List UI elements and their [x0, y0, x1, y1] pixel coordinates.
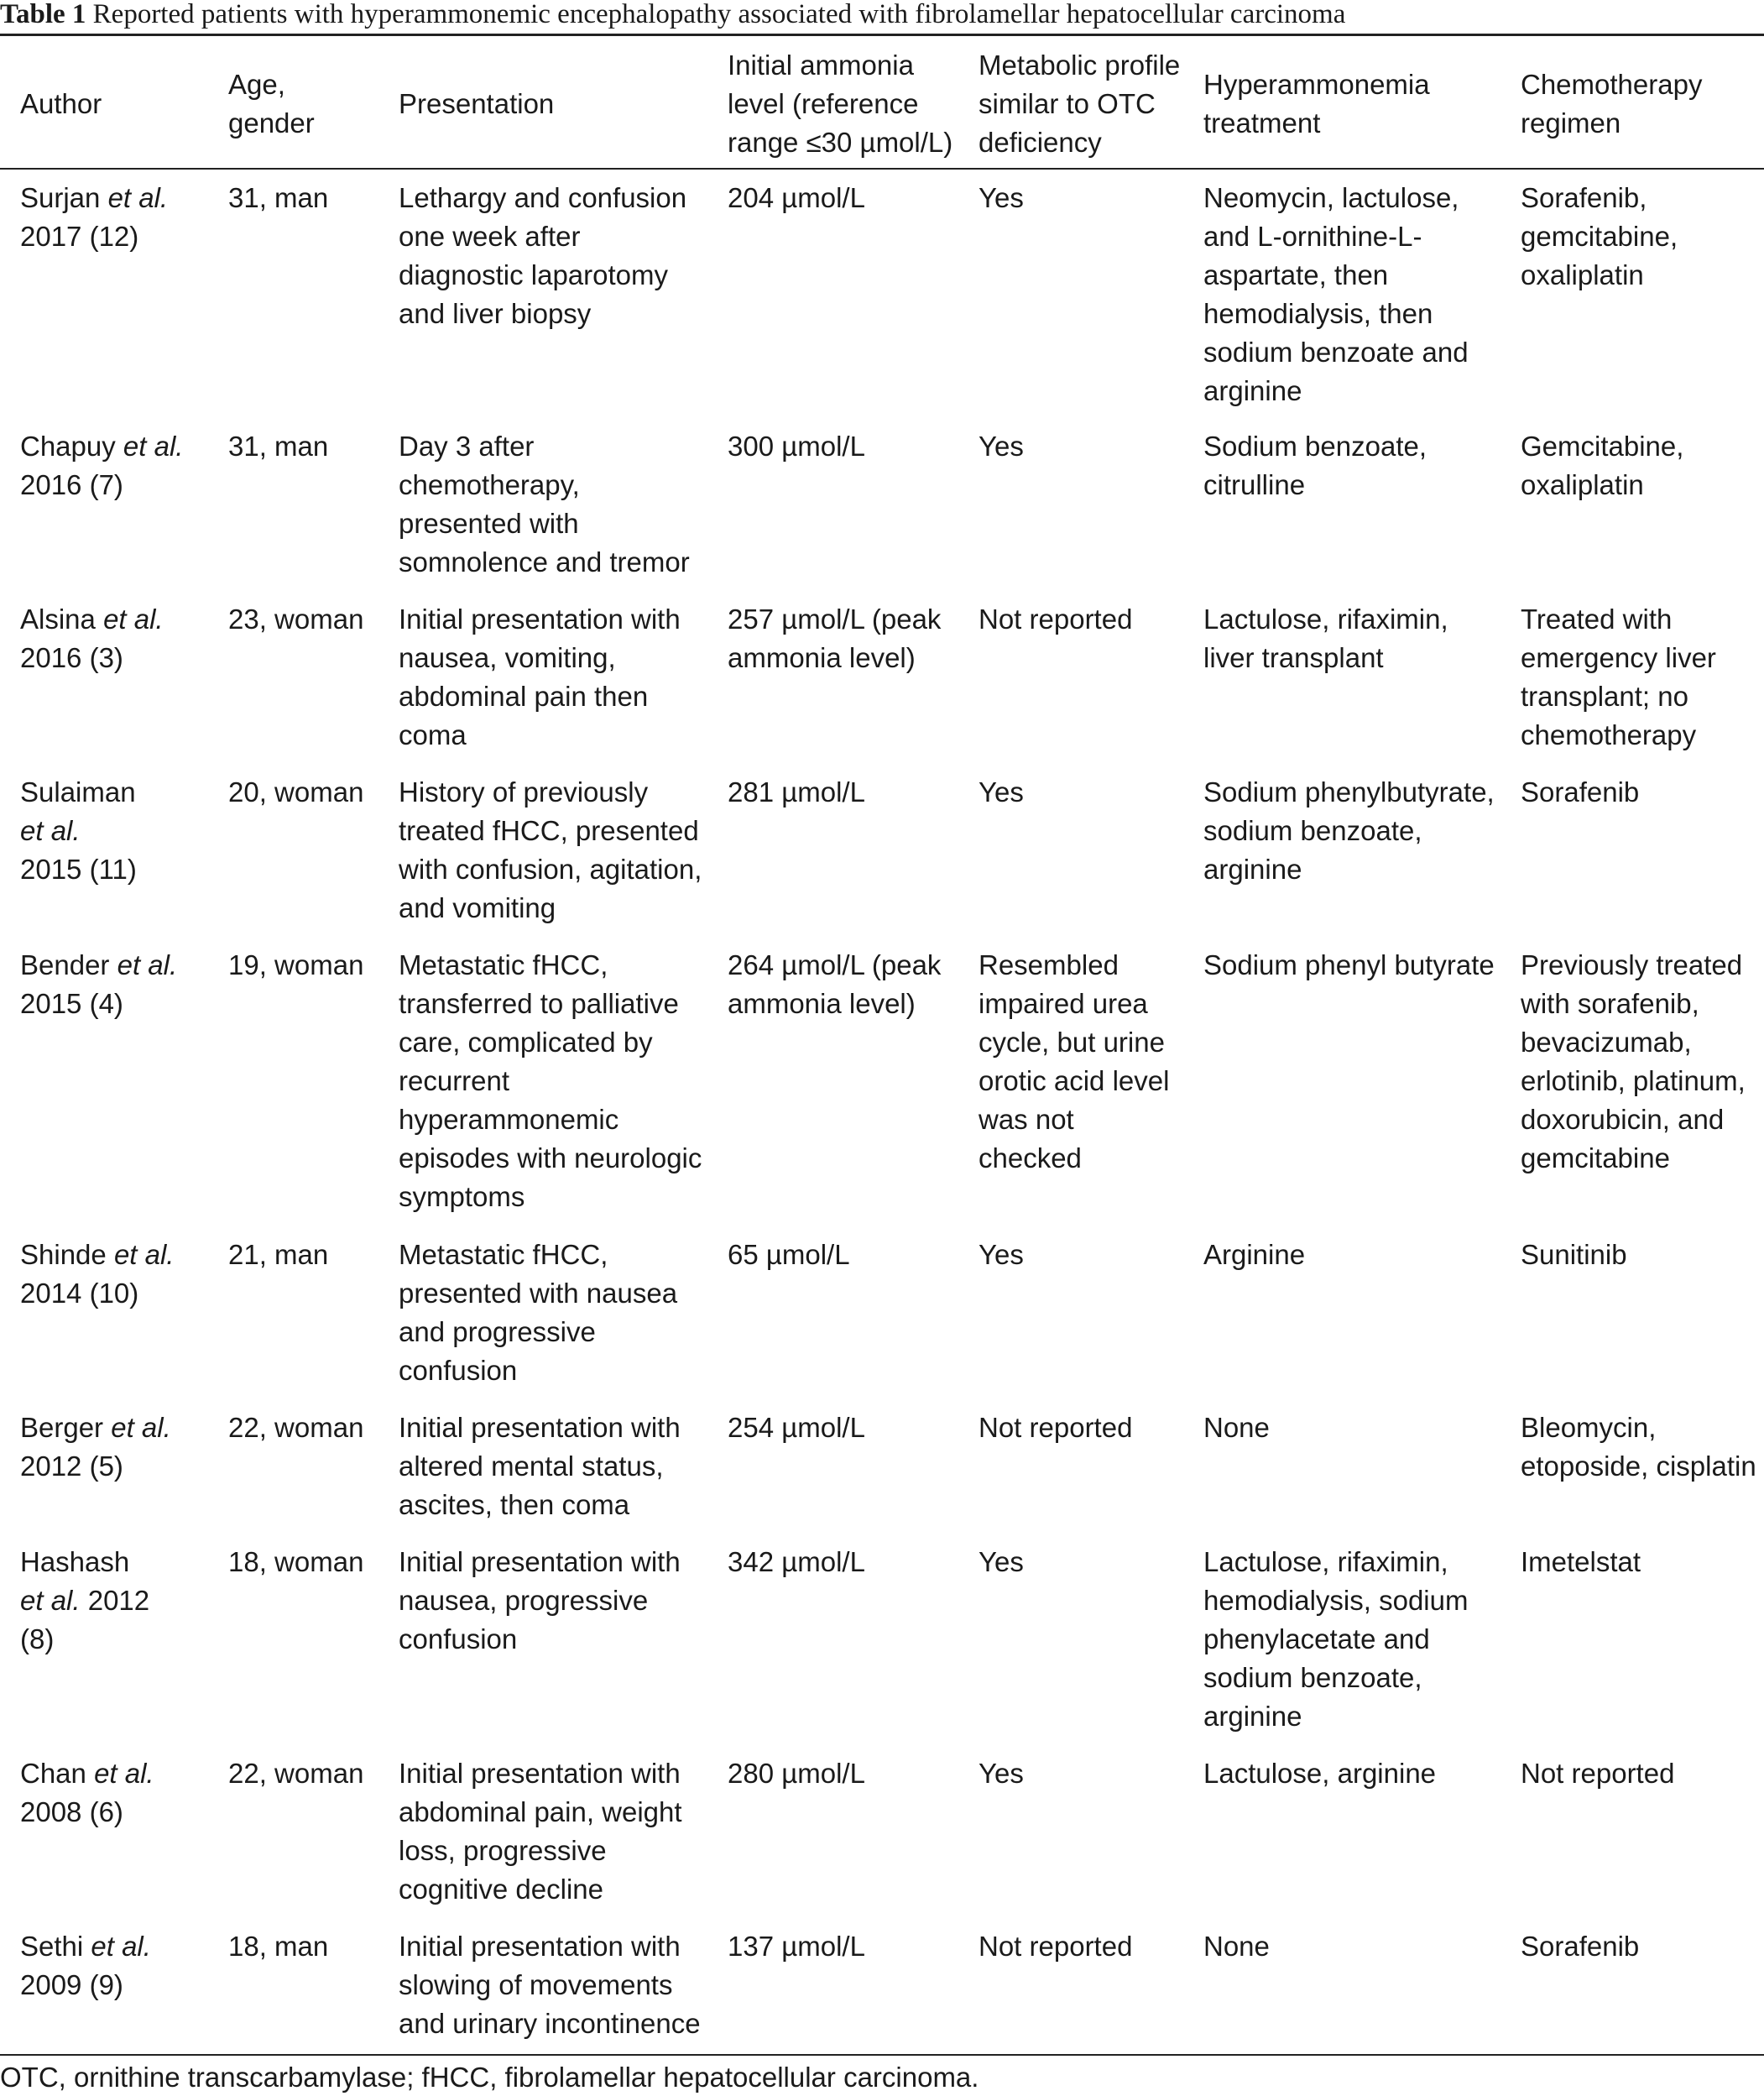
cell-chemotherapy: Sorafenib [1521, 776, 1640, 808]
cell-ammonia: 300 µmol/L [728, 431, 865, 462]
cell-otc-profile: Not reported [979, 1931, 1133, 1962]
cell-presentation: Initial presentation with nausea, vomiting, abdominal pain then coma [399, 604, 681, 750]
cell-ammonia: 280 µmol/L [728, 1758, 865, 1789]
cell-ammonia: 137 µmol/L [728, 1931, 865, 1962]
cell-treatment: Lactulose, rifaximin, hemodialysis, sodium phenylacetate and sodium benzoate, arginine [1203, 1546, 1469, 1732]
header-treatment: Hyperammonemia treatment [1203, 68, 1430, 139]
header-row [0, 36, 1764, 168]
cell-otc-profile: Resembled impaired urea cycle, but urine orotic acid level was not checked [979, 949, 1170, 1173]
cell-otc-profile: Yes [979, 776, 1024, 808]
cell-chemotherapy: Bleomycin, etoposide, cisplatin [1521, 1412, 1756, 1482]
bottom-rule [0, 2054, 1764, 2056]
cell-age-gender: 31, man [228, 431, 329, 462]
cell-age-gender: 22, woman [228, 1758, 364, 1789]
table-row [0, 1918, 1764, 2052]
cell-presentation: Day 3 after chemotherapy, presented with somnolence and tremor [399, 431, 690, 578]
cell-author: Sethi et al. 2009 (9) [20, 1931, 151, 2000]
cell-presentation: Initial presentation with abdominal pain, weight loss, progressive cognitive decline [399, 1758, 682, 1905]
cell-ammonia: 65 µmol/L [728, 1239, 850, 1270]
cell-age-gender: 22, woman [228, 1412, 364, 1443]
cell-presentation: Metastatic fHCC, transferred to palliative care, complicated by recurrent hyperammonemic episodes with neurologic symptoms [399, 949, 702, 1212]
cell-presentation: History of previously treated fHCC, presented with confusion, agitation, and vomiting [399, 776, 702, 923]
cell-treatment: Lactulose, arginine [1203, 1758, 1437, 1789]
cell-treatment: Sodium phenyl butyrate [1203, 949, 1495, 980]
cell-chemotherapy: Sorafenib, gemcitabine, oxaliplatin [1521, 182, 1678, 290]
cell-author: Hashash et al. 2012 (8) [20, 1546, 150, 1654]
table-title: Reported patients with hyperammonemic encephalopathy associated with fibrolamellar hepatocellular carcinoma [92, 0, 1346, 29]
table-row [0, 1226, 1764, 1399]
cell-treatment: Sodium phenylbutyrate, sodium benzoate, arginine [1203, 776, 1495, 885]
cell-otc-profile: Yes [979, 1758, 1024, 1789]
cell-chemotherapy: Sunitinib [1521, 1239, 1627, 1270]
cell-age-gender: 19, woman [228, 949, 364, 980]
cell-treatment: Sodium benzoate, citrulline [1203, 431, 1427, 500]
cell-ammonia: 342 µmol/L [728, 1546, 865, 1577]
cell-presentation: Initial presentation with altered mental status, ascites, then coma [399, 1412, 681, 1520]
cell-otc-profile: Yes [979, 182, 1024, 213]
header-author: Author [20, 87, 102, 119]
table-row [0, 168, 1764, 418]
cell-otc-profile: Yes [979, 1239, 1024, 1270]
cell-otc-profile: Not reported [979, 1412, 1133, 1443]
cell-presentation: Initial presentation with nausea, progressive confusion [399, 1546, 681, 1654]
header-chemotherapy: Chemotherapy regimen [1521, 68, 1703, 139]
cell-treatment: Neomycin, lactulose, and L-ornithine-L-aspartate, then hemodialysis, then sodium benzoate and arginine [1203, 182, 1469, 406]
cell-chemotherapy: Gemcitabine, oxaliplatin [1521, 431, 1684, 500]
cell-author: Shinde et al. 2014 (10) [20, 1239, 175, 1309]
table-footnote: OTC, ornithine transcarbamylase; fHCC, fibrolamellar hepatocellular carcinoma. [0, 2062, 979, 2093]
cell-age-gender: 31, man [228, 182, 329, 213]
cell-author: Chan et al. 2008 (6) [20, 1758, 154, 1827]
cell-author: Sulaiman et al. 2015 (11) [20, 776, 137, 885]
table-row [0, 418, 1764, 591]
cell-otc-profile: Not reported [979, 604, 1133, 635]
cell-ammonia: 257 µmol/L (peak ammonia level) [728, 604, 942, 673]
cell-ammonia: 254 µmol/L [728, 1412, 865, 1443]
cell-treatment: Arginine [1203, 1239, 1306, 1270]
cell-author: Alsina et al. 2016 (3) [20, 604, 164, 673]
cell-chemotherapy: Sorafenib [1521, 1931, 1640, 1962]
cell-chemotherapy: Imetelstat [1521, 1546, 1641, 1577]
cell-age-gender: 21, man [228, 1239, 329, 1270]
cell-ammonia: 281 µmol/L [728, 776, 865, 808]
table-row [0, 937, 1764, 1226]
cell-author: Surjan et al. 2017 (12) [20, 182, 169, 252]
cell-chemotherapy: Previously treated with sorafenib, bevacizumab, erlotinib, platinum, doxorubicin, and gemcitabine [1521, 949, 1746, 1173]
cell-ammonia: 204 µmol/L [728, 182, 865, 213]
cell-chemotherapy: Not reported [1521, 1758, 1675, 1789]
cell-treatment: Lactulose, rifaximin, liver transplant [1203, 604, 1448, 673]
cell-age-gender: 18, woman [228, 1546, 364, 1577]
patients-table [0, 36, 1764, 2052]
table-row [0, 1745, 1764, 1918]
table-caption [0, 0, 1764, 35]
cell-age-gender: 20, woman [228, 776, 364, 808]
cell-chemotherapy: Treated with emergency liver transplant; no chemotherapy [1521, 604, 1716, 750]
table-row [0, 764, 1764, 937]
cell-author: Berger et al. 2012 (5) [20, 1412, 171, 1482]
cell-presentation: Initial presentation with slowing of movements and urinary incontinence [399, 1931, 701, 2039]
header-age-gender: Age, gender [228, 68, 315, 139]
cell-presentation: Lethargy and confusion one week after diagnostic laparotomy and liver biopsy [399, 182, 687, 329]
table-row [0, 1399, 1764, 1534]
table-row [0, 1534, 1764, 1745]
cell-presentation: Metastatic fHCC, presented with nausea and progressive confusion [399, 1239, 678, 1386]
cell-otc-profile: Yes [979, 1546, 1024, 1577]
cell-otc-profile: Yes [979, 431, 1024, 462]
table-row [0, 591, 1764, 764]
cell-author: Bender et al. 2015 (4) [20, 949, 178, 1019]
header-presentation: Presentation [399, 87, 555, 119]
cell-age-gender: 23, woman [228, 604, 364, 635]
cell-ammonia: 264 µmol/L (peak ammonia level) [728, 949, 942, 1019]
cell-treatment: None [1203, 1931, 1270, 1962]
cell-author: Chapuy et al. 2016 (7) [20, 431, 184, 500]
cell-treatment: None [1203, 1412, 1270, 1443]
cell-age-gender: 18, man [228, 1931, 329, 1962]
table-label: Table 1 [0, 0, 86, 29]
header-otc-profile: Metabolic profile similar to OTC deficiency [979, 49, 1181, 158]
header-ammonia: Initial ammonia level (reference range ≤30 µmol/L) [728, 49, 953, 158]
